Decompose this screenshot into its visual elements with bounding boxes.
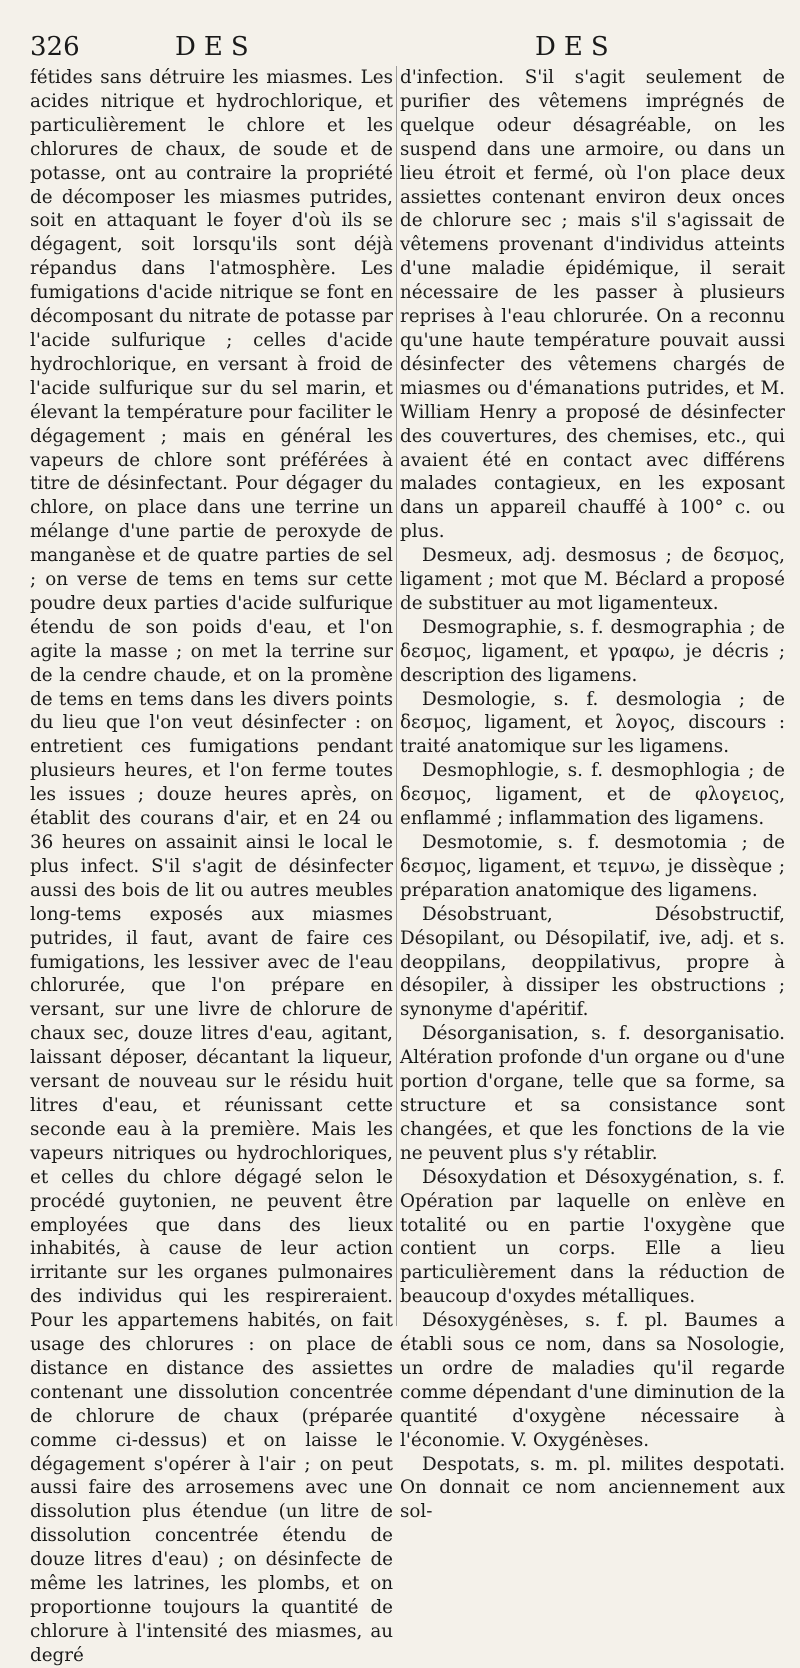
page-number: 326 [30, 32, 80, 62]
paragraph: d'infection. S'il s'agit seulement de purifier des vêtemens imprégnés de quelque odeur désagréable, on les suspend dans une armoire, ou dans un lieu étroit et fermé, où l'on place deux assiettes contenant environ deux onces de chlorure sec ; mais s'il s'agissait de vêtemens provenant d'individus atteints d'une maladie épidémique, il serait nécessaire de les passer à plusieurs reprises à l'eau chlorurée. On a reconnu qu'une haute température pouvait aussi désinfecter des vêtemens chargés de miasmes ou d'émanations putrides, et M. William Henry a proposé de désinfecter des couvertures, des chemises, etc., qui avaient été en contact avec différens malades contagieux, en les exposant dans un appareil chauffé à 100° c. ou plus. [400, 67, 785, 543]
right-column [400, 66, 785, 1524]
dictionary-entry: Desmophlogie, s. f. desmophlogia ; de δεσμος, ligament, et de φλογειος, enflammé ; inflammation des ligamens. [400, 760, 785, 830]
dictionary-entry: Désoxygénèses, s. f. pl. Baumes a établi sous ce nom, dans sa Nosologie, un ordre de maladies qu'il regarde comme dépendant d'une diminution de la quantité d'oxygène nécessaire à l'économie. V. Oxygénèses. [400, 1310, 785, 1451]
dictionary-entry: Despotats, s. m. pl. milites despotati. On donnait ce nom anciennement aux sol- [400, 1453, 785, 1523]
column-divider [396, 66, 397, 1326]
running-header [0, 30, 800, 70]
dictionary-entry: Désoxydation et Désoxygénation, s. f. Opération par laquelle on enlève en totalité ou en partie l'oxygène que contient un corps. Elle a lieu particulièrement dans la réduction de beaucoup d'oxydes métalliques. [400, 1166, 785, 1308]
dictionary-entry: Désobstruant, Désobstructif, Désopilant, ou Désopilatif, ive, adj. et s. deoppilans, deoppilativus, propre à désopiler, à dissiper les obstructions ; synonyme d'apéritif. [400, 903, 785, 1021]
dictionary-entry: Desmologie, s. f. desmologia ; de δεσμος, ligament, et λογος, discours : traité anatomique sur les ligamens. [400, 688, 785, 758]
left-column [30, 66, 393, 1668]
dictionary-entry: Desmeux, adj. desmosus ; de δεσμος, ligament ; mot que M. Béclard a proposé de substituer au mot ligamenteux. [400, 545, 785, 614]
left-running-head: DES [175, 32, 257, 62]
right-running-head: DES [535, 32, 617, 62]
paragraph: fétides sans détruire les miasmes. Les acides nitrique et hydrochlorique, et particulièrement le chlore et les chlorures de chaux, de soude et de potasse, ont au contraire la propriété de décomposer les miasmes putrides, soit en attaquant le foyer d'où ils se dégagent, soit lorsqu'ils sont déjà répandus dans l'atmosphère. Les fumigations d'acide nitrique se font en décomposant du nitrate de potasse par l'acide sulfurique ; celles d'acide hydrochlorique, en versant à froid de l'acide sulfurique sur du sel marin, et élevant la température pour faciliter le dégagement ; mais en général les vapeurs de chlore sont préférées à titre de désinfectant. Pour dégager du chlore, on place dans une terrine un mélange d'une partie de peroxyde de manganèse et de quatre parties de sel ; on verse de tems en tems sur cette poudre deux parties d'acide sulfurique étendu de son poids d'eau, et l'on agite la masse ; on met la terrine sur de la cendre chaude, et on la promène de tems en tems dans les divers points du lieu que l'on veut désinfecter : on entretient ces fumigations pendant plusieurs heures, et l'on ferme toutes les issues ; douze heures après, on établit des courans d'air, et en 24 ou 36 heures on assainit ainsi le local le plus infect. S'il s'agit de désinfecter aussi des bois de lit ou autres meubles long-tems exposés aux miasmes putrides, il faut, avant de faire ces fumigations, les lessiver avec de l'eau chlorurée, que l'on prépare en versant, sur une livre de chlorure de chaux sec, douze litres d'eau, agitant, laissant déposer, décantant la liqueur, versant de nouveau sur le résidu huit litres d'eau, et réunissant cette seconde eau à la première. Mais les vapeurs nitriques ou hydrochloriques, et celles du chlore dégagé selon le procédé guytonien, ne peuvent être employées que dans des lieux inhabités, à cause de leur action irritante sur les organes pulmonaires des individus qui les respireraient. Pour les appartemens habités, on fait usage des chlorures : on place de distance en distance des assiettes contenant une dissolution concentrée de chlorure de chaux (préparée comme ci-dessus) et on laisse le dégagement s'opérer à l'air ; on peut aussi faire des arrosemens avec une dissolution plus étendue (un litre de dissolution concentrée étendu de douze litres d'eau) ; on désinfecte de même les latrines, les plombs, et on proportionne toujours la quantité de chlorure à l'intensité des miasmes, au degré [30, 67, 393, 1666]
dictionary-entry: Desmotomie, s. f. desmotomia ; de δεσμος, ligament, et τεμνω, je dissèque ; préparation anatomique des ligamens. [400, 832, 785, 901]
dictionary-entry: Desmographie, s. f. desmographia ; de δεσμος, ligament, et γραφω, je décris ; description des ligamens. [400, 616, 785, 686]
dictionary-entry: Désorganisation, s. f. desorganisatio. Altération profonde d'un organe ou d'une portion d'organe, telle que sa forme, sa structure et sa consistance sont changées, et que les fonctions de la vie ne peuvent plus s'y rétablir. [400, 1023, 785, 1164]
